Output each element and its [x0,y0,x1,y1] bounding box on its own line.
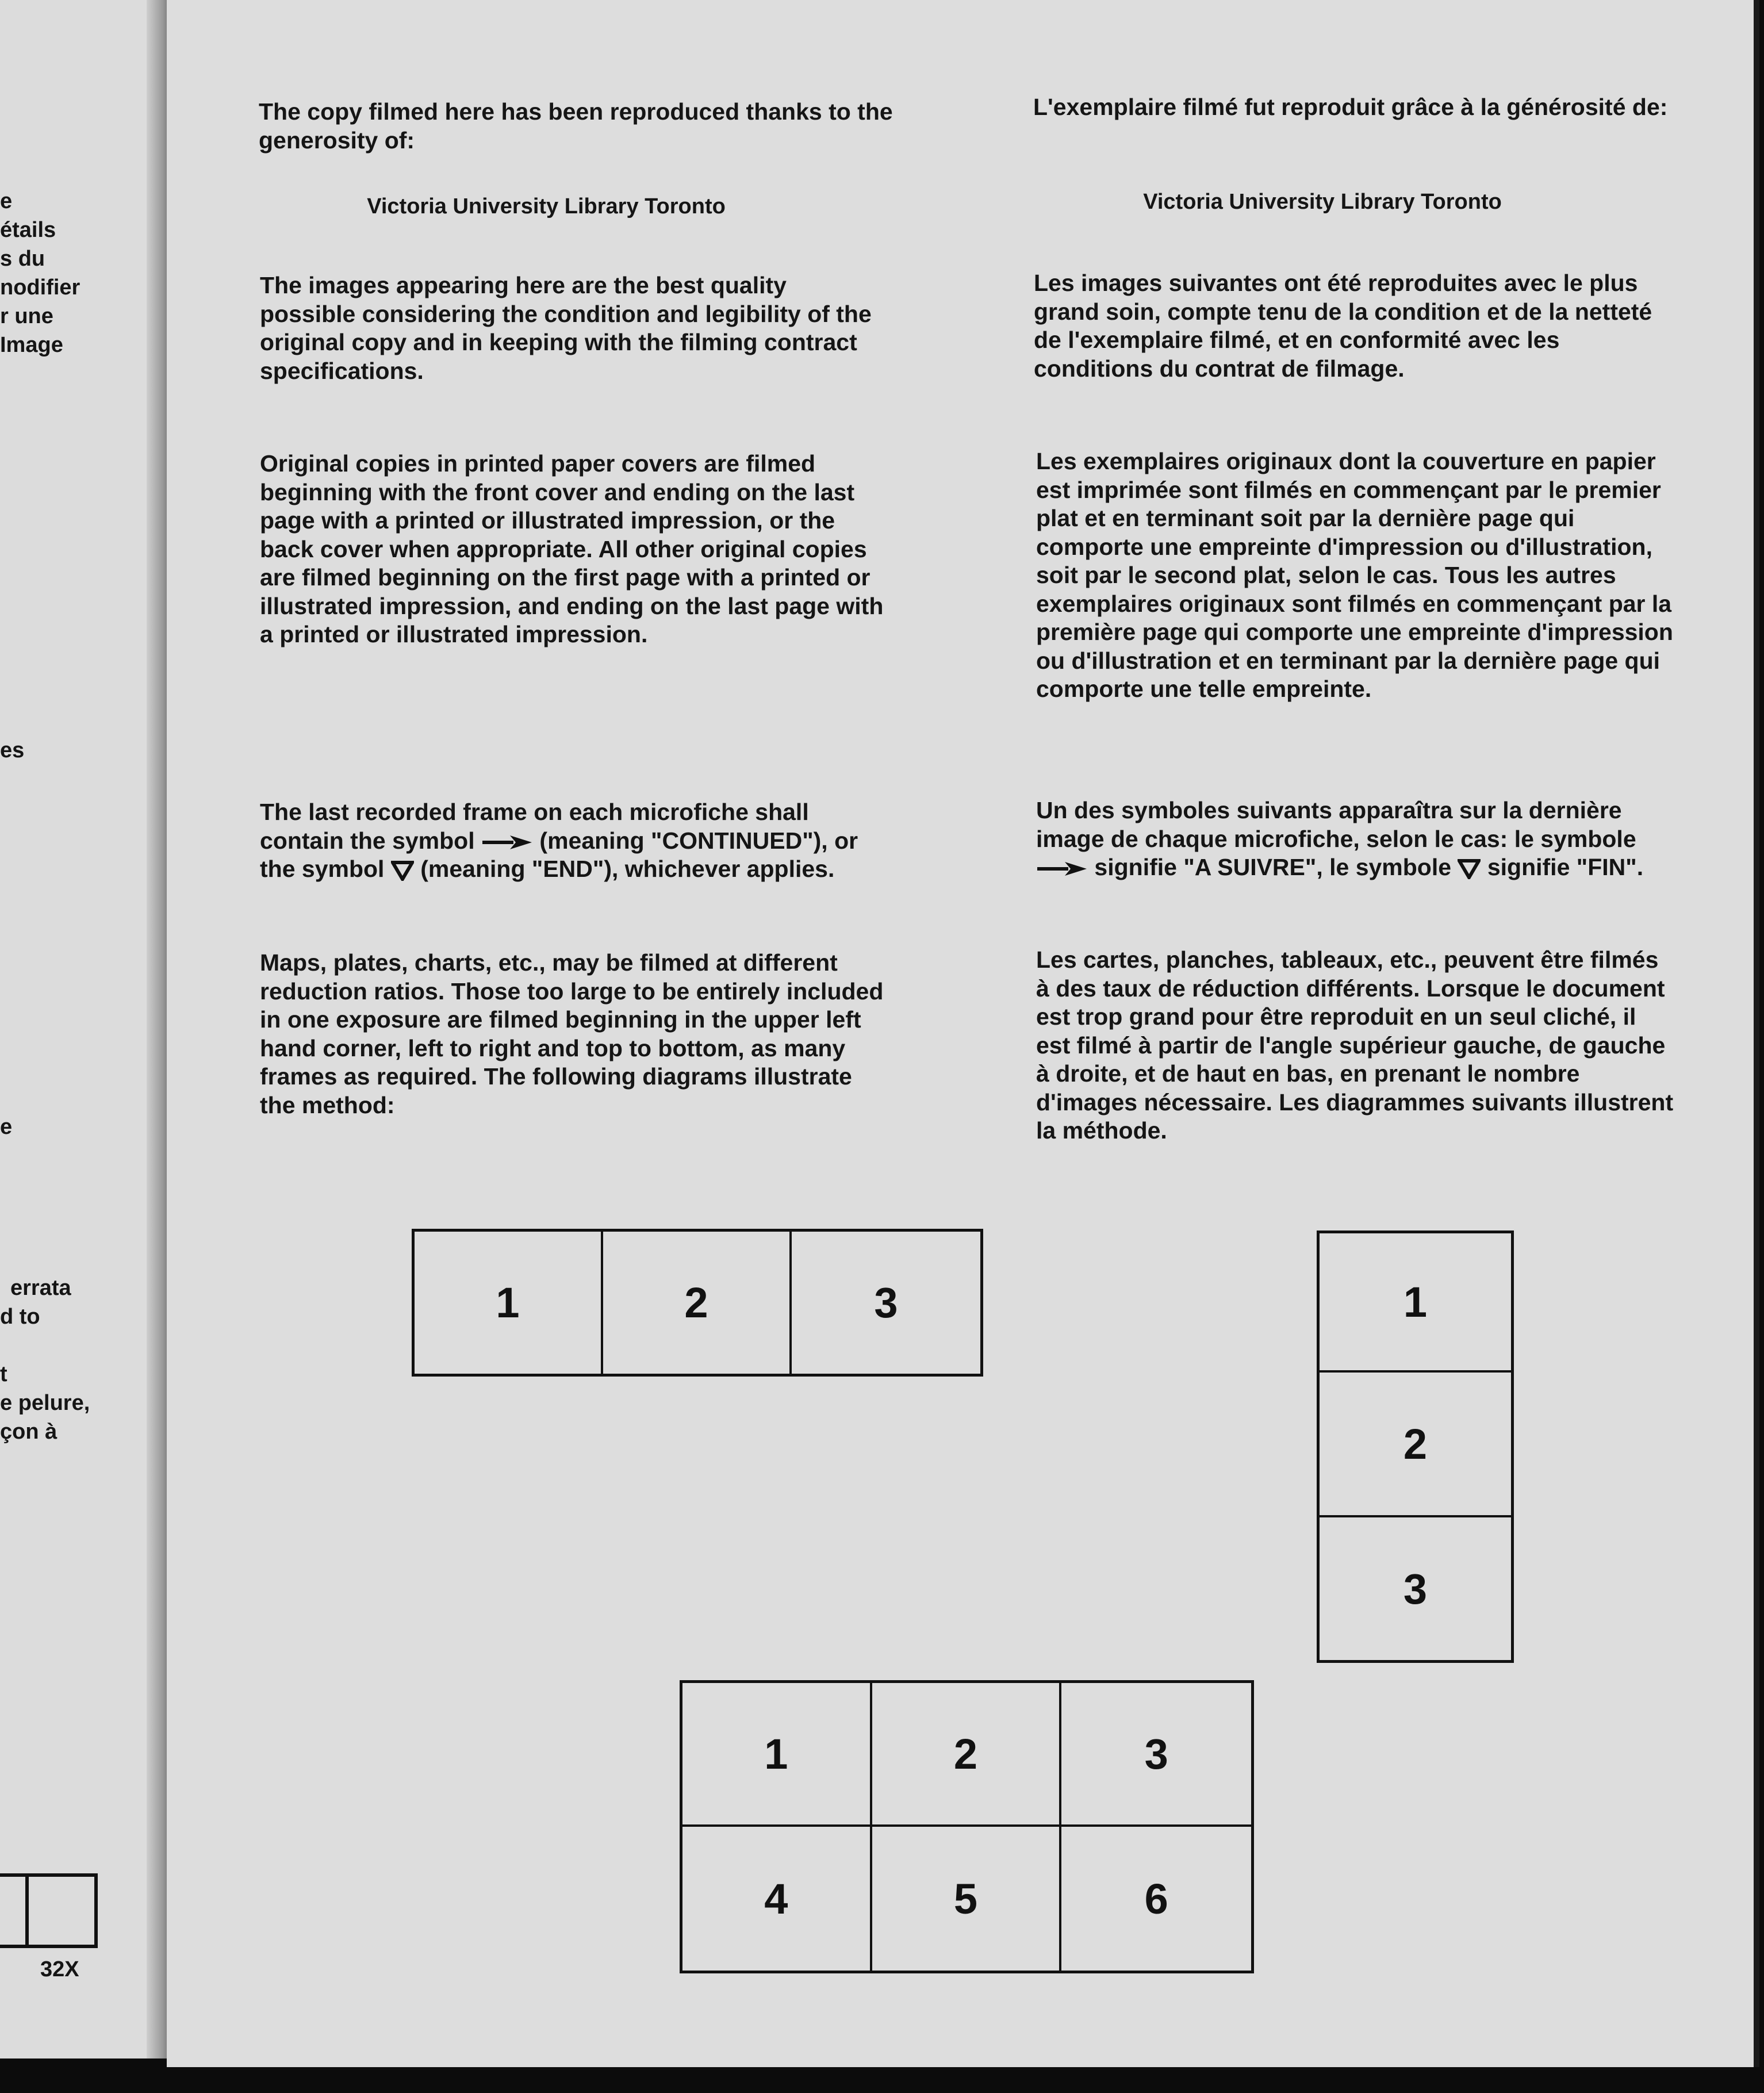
english-symbols-part-c: (meaning "END"), whichever applies. [420,856,835,882]
frame-cell: 2 [603,1232,792,1374]
french-intro: L'exemplaire filmé fut reproduit grâce à la générosité de: [1033,94,1668,120]
frame-cell: 1 [682,1683,872,1827]
stub-line: d to [0,1305,40,1329]
stub-line: étails [0,218,56,242]
triangle-down-icon [1458,858,1481,879]
stub-line: errata [10,1276,71,1300]
french-quality-text: Les images suivantes ont été reproduites avec le plus grand soin, compte tenu de la condition et de la netteté de l'exemplaire filmé, et en conformité avec les conditions du contrat de filmage. [1034,270,1652,382]
stub-line: çon à [0,1420,57,1444]
stub-line: nodifier [0,275,80,300]
frame-cell: 5 [872,1827,1062,1971]
english-intro: The copy filmed here has been reproduced thanks to the generosity of: [259,98,893,154]
reduction-label: 32X [40,1957,79,1981]
stub-line: es [0,738,25,762]
frame-cell: 1 [415,1232,603,1374]
french-quality-paragraph [1034,269,1661,383]
french-symbols-part-c: signifie "FIN". [1487,854,1644,880]
french-library-name: Victoria University Library Toronto [1143,190,1502,214]
english-library-name: Victoria University Library Toronto [367,194,726,218]
reduction-scale-box [0,1873,98,1948]
english-symbols-part-b: (meaning "CONTINUED"), or the symbol [260,827,858,882]
stub-line: e [0,189,13,213]
stub-line: e pelure, [0,1391,90,1415]
english-symbols-text [260,798,892,884]
frame-cell: 6 [1144,1874,1168,1923]
horizontal-frame-diagram [412,1229,983,1377]
english-quality-text: The images appearing here are the best quality possible considering the condition and legibility of the original copy and in keeping with the filming contract specifications. [260,272,872,384]
english-quality-paragraph [260,271,881,385]
frame-cell: 2 [1320,1373,1511,1517]
english-maps-text: Maps, plates, charts, etc., may be filmed at different reduction ratios. Those too large to be entirely included in one exposure are filmed beginning in the upper left hand corner, left to right and top to bottom, as many frames as required. The following diagrams illustrate the method: [260,949,884,1118]
french-maps-text: Les cartes, planches, tableaux, etc., peuvent être filmés à des taux de réduction différents. Lorsque le document est trop grand pour être reproduit en un seul cliché, il est filmé à partir de l'angle supérieur gauche, de gauche à droite, et de haut en bas, en prenant le nombre d'images nécessaire. Les diagrammes suivants illustrent la méthode. [1036,946,1674,1144]
arrow-right-icon [481,834,533,851]
grid-frame-diagram [680,1680,1254,1973]
english-symbols-paragraph [260,798,892,884]
english-symbols-part-a: The last recorded frame on each microfiche shall contain the symbol [260,799,809,854]
french-symbols-part-b: signifie "A SUIVRE", le symbole [1094,854,1452,880]
frame-cell: 3 [874,1279,898,1327]
english-column [259,98,908,155]
french-originals-text: Les exemplaires originaux dont la couverture en papier est imprimée sont filmés en commençant par le premier plat et en terminant soit par la dernière page qui comporte une empreinte d'impression ou d'illustration, soit par le second plat, selon le cas. Tous les autres exemplaires originaux sont filmés en commençant par la première page qui comporte une empreinte d'impression ou d'illustration et en terminant par la dernière page qui comporte une telle empreinte. [1036,448,1673,702]
french-symbols-part-a: Un des symboles suivants apparaîtra sur la dernière image de chaque microfiche, selon le cas: le symbole [1036,797,1636,852]
english-originals-paragraph [260,450,892,649]
vertical-frame-diagram [1317,1230,1514,1663]
stub-line: e [0,1115,13,1139]
french-maps-paragraph [1036,946,1674,1145]
english-originals-text: Original copies in printed paper covers are filmed beginning with the front cover and ending on the last page with a printed or illustrated impression, or the back cover when appropriate. All other original copies are filmed beginning on the first page with a printed or illustrated impression, and ending on the last page with a printed or illustrated impression. [260,450,884,647]
english-maps-paragraph [260,949,892,1120]
french-originals-paragraph [1036,447,1674,704]
frame-cell: 3 [1061,1683,1251,1827]
stub-line: t [0,1362,7,1386]
frame-cell: 3 [1403,1565,1428,1613]
french-symbols-paragraph [1036,796,1657,882]
frame-cell: 1 [1320,1233,1511,1373]
stub-line: r une [0,304,53,328]
french-column [1033,93,1677,122]
stub-line: s du [0,247,45,271]
triangle-down-icon [391,860,414,881]
frame-cell: 2 [872,1683,1062,1827]
frame-cell: 4 [682,1827,872,1971]
arrow-right-icon [1036,860,1088,877]
french-symbols-text [1036,796,1657,882]
scale-divider [25,1877,29,1945]
stub-line: Image [0,333,63,357]
